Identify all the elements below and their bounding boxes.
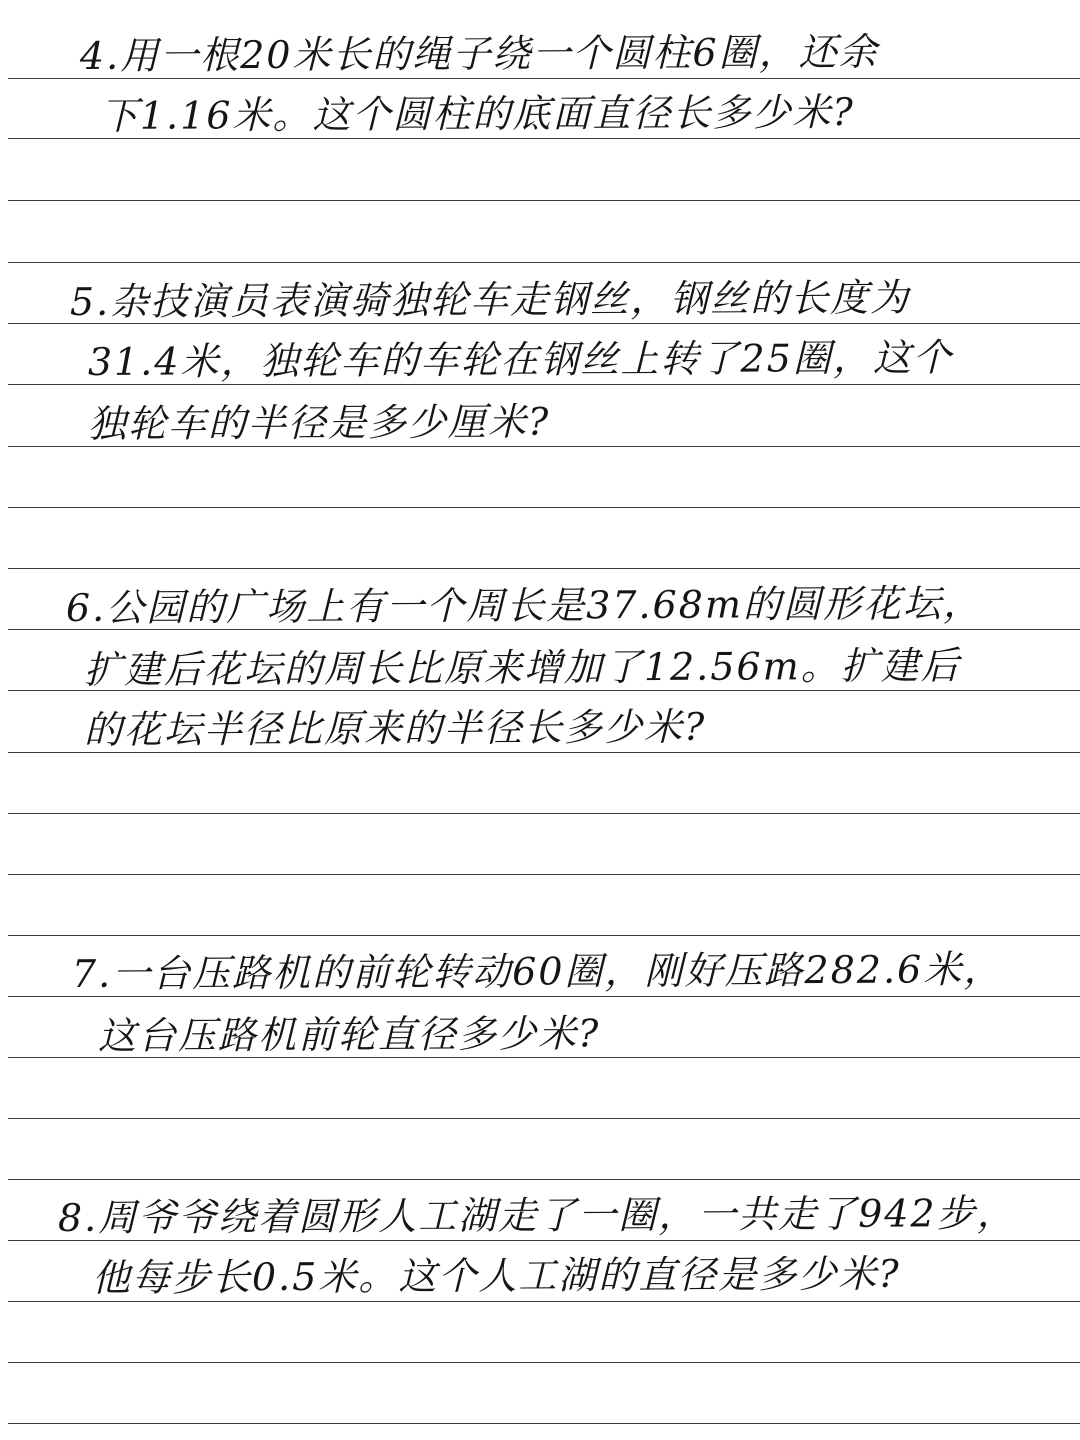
ruled-line	[8, 752, 1080, 753]
problem-8-line-2: 他每步长0.5米。这个人工湖的直径是多少米?	[91, 1251, 901, 1300]
ruled-line	[8, 1240, 1080, 1241]
problem-6-line-3: 的花坛半径比原来的半径长多少米?	[83, 704, 707, 752]
problem-5-line-1: 5.杂技演员表演骑独轮车走钢丝，钢丝的长度为	[69, 275, 911, 324]
ruled-line	[8, 1362, 1080, 1363]
ruled-line	[8, 813, 1080, 814]
ruled-line	[8, 78, 1080, 79]
ruled-line	[8, 996, 1080, 997]
ruled-line	[8, 1423, 1080, 1424]
problem-4-line-1: 4.用一根20米长的绳子绕一个圆柱6圈，还余	[79, 29, 879, 79]
problem-7-line-1: 7.一台压路机的前轮转动60圈，刚好压路282.6米，	[71, 947, 1004, 996]
ruled-line	[8, 384, 1080, 385]
problem-5-line-3: 独轮车的半径是多少厘米?	[87, 399, 551, 446]
problem-4-line-2: 下1.16米。这个圆柱的底面直径长多少米?	[99, 90, 855, 138]
ruled-line	[8, 446, 1080, 447]
ruled-line	[8, 935, 1080, 936]
problem-7-line-2: 这台压路机前轮直径多少米?	[97, 1011, 601, 1058]
ruled-line	[8, 568, 1080, 569]
problem-8-line-1: 8.周爷爷绕着圆形人工湖走了一圈，一共走了942步，	[57, 1190, 1017, 1240]
ruled-line	[8, 262, 1080, 263]
ruled-line	[8, 138, 1080, 139]
problem-5-line-2: 31.4米，独轮车的车轮在钢丝上转了25圈，这个	[87, 335, 953, 384]
ruled-line	[8, 1118, 1080, 1119]
problem-6-line-2: 扩建后花坛的周长比原来增加了12.56m。扩建后	[83, 643, 961, 692]
problem-6-line-1: 6.公园的广场上有一个周长是37.68m的圆形花坛，	[65, 581, 984, 630]
ruled-line	[8, 507, 1080, 508]
ruled-line	[8, 1301, 1080, 1302]
ruled-line	[8, 874, 1080, 875]
ruled-line	[8, 1179, 1080, 1180]
ruled-line	[8, 200, 1080, 201]
